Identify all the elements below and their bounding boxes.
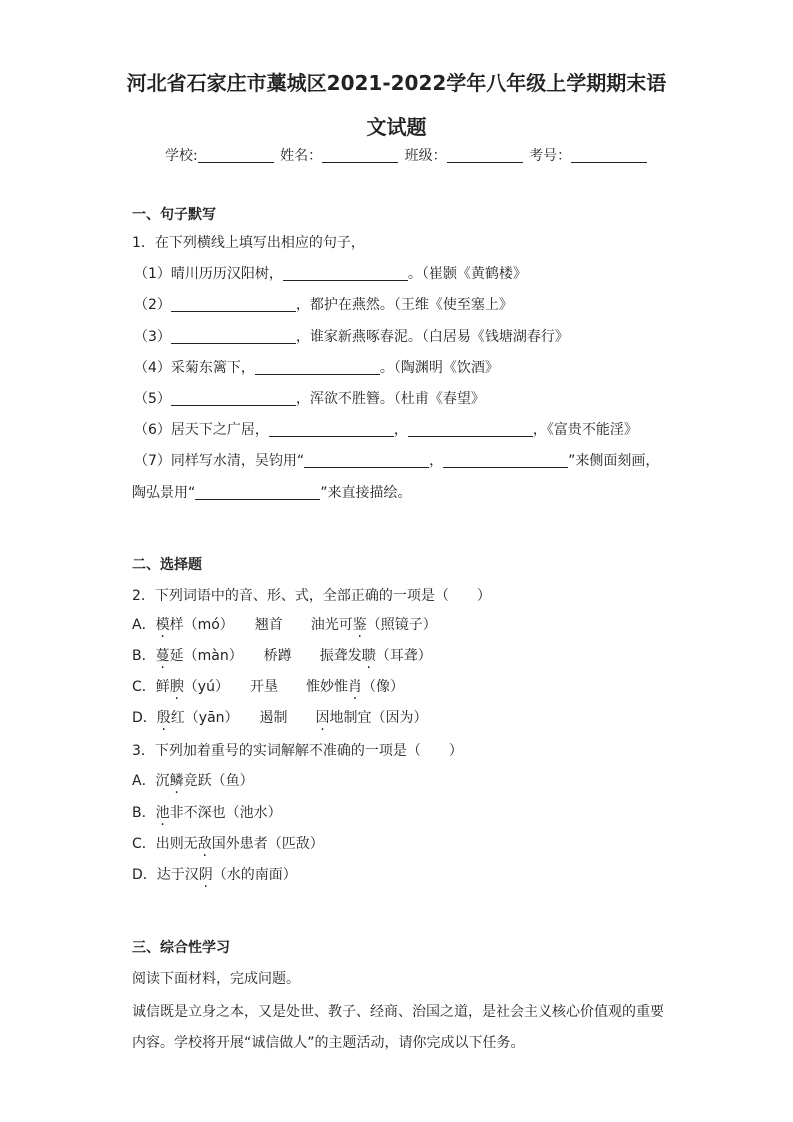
exam-title-line1: 河北省石家庄市藁城区2021-2022学年八年级上学期期末语 bbox=[126, 71, 667, 95]
answer-blank[interactable] bbox=[408, 422, 533, 437]
answer-blank[interactable] bbox=[255, 360, 380, 375]
option-text: 非不深也（池水） bbox=[169, 805, 282, 821]
q2-option-b[interactable] bbox=[132, 646, 432, 666]
option-text: 竞跃（鱼） bbox=[183, 773, 254, 789]
q2-option-a[interactable] bbox=[132, 615, 437, 635]
section3-paragraph-line1: 诚信既是立身之本，又是处世、教子、经商、治国之道，是社会主义核心价值观的重要 bbox=[132, 1004, 664, 1020]
q2-option-c[interactable] bbox=[132, 677, 404, 697]
answer-blank[interactable] bbox=[171, 391, 296, 406]
q1-item-2-text: （2） bbox=[134, 297, 171, 313]
emphasis-char: 敌 bbox=[197, 836, 212, 852]
q1-item-2-source: ，都护在燕然。（王维《使至塞上》 bbox=[295, 297, 513, 313]
option-text: D．达于汉 bbox=[132, 867, 199, 883]
answer-blank[interactable] bbox=[171, 297, 296, 312]
section3-paragraph-line2: 内容。学校将开展“诚信做人”的主题活动，请你完成以下任务。 bbox=[132, 1035, 525, 1051]
q1-item-6-comma: ， bbox=[393, 422, 408, 438]
student-info-row bbox=[165, 145, 649, 165]
q1-item-5-text: （5） bbox=[134, 391, 171, 407]
q3-option-c[interactable] bbox=[132, 834, 324, 854]
q2-option-d[interactable] bbox=[132, 708, 428, 728]
q1-item-1-source: 。（崔颢《黄鹤楼》 bbox=[407, 266, 527, 282]
answer-blank[interactable] bbox=[304, 453, 429, 468]
option-text: 国外患者（匹敌） bbox=[211, 836, 324, 852]
option-text: （水的南面） bbox=[212, 867, 297, 883]
option-letter: A． bbox=[132, 617, 156, 633]
option-text: （照镜子） bbox=[366, 617, 437, 633]
q1-item-5-source: ，浑欲不胜簪。（杜甫《春望》 bbox=[295, 391, 485, 407]
class-label: 班级： bbox=[404, 148, 447, 164]
emphasis-char: 肖 bbox=[347, 679, 362, 695]
exam-number-blank[interactable] bbox=[571, 148, 647, 163]
q1-item-7-tail: ”来侧面刻画， bbox=[568, 453, 660, 469]
option-text: 延（màn） 桥蹲 振聋发 bbox=[169, 648, 362, 664]
q3-stem: 3．下列加着重号的实词解解不准确的一项是（ ） bbox=[132, 743, 463, 759]
q1-item-1-text: （1）晴川历历汉阳树， bbox=[134, 266, 283, 282]
q1-item-3-text: （3） bbox=[134, 329, 171, 345]
emphasis-char: 腴 bbox=[169, 679, 184, 695]
section2-heading: 二、选择题 bbox=[132, 557, 202, 573]
q1-item-6-source: ，《富贵不能淫》 bbox=[532, 422, 638, 438]
q1-item-7-cont-text: 陶弘景用“ bbox=[132, 485, 196, 501]
school-label: 学校: bbox=[165, 148, 198, 164]
q3-option-d[interactable] bbox=[132, 865, 297, 885]
option-text: （像） bbox=[361, 679, 404, 695]
q1-item-7-cont-tail: ”来直接描绘。 bbox=[320, 485, 412, 501]
emphasis-char: 鉴 bbox=[352, 617, 367, 633]
q1-item-7-text: （7）同样写水清，吴钧用“ bbox=[134, 453, 305, 469]
q1-item-3 bbox=[134, 327, 569, 347]
emphasis-char: 池 bbox=[155, 805, 170, 821]
option-letter: D． bbox=[132, 710, 157, 726]
q1-item-4-text: （4）采菊东篱下， bbox=[134, 360, 255, 376]
answer-blank[interactable] bbox=[195, 485, 320, 500]
option-text: （yú） 开垦 惟妙惟 bbox=[183, 679, 348, 695]
name-label: 姓名： bbox=[280, 148, 323, 164]
emphasis-char: 模 bbox=[155, 617, 170, 633]
option-text: B． bbox=[132, 805, 156, 821]
q1-item-4 bbox=[134, 358, 499, 378]
q1-item-1 bbox=[134, 264, 527, 284]
q1-item-6-text: （6）居天下之广居， bbox=[134, 422, 269, 438]
option-text: A．沉 bbox=[132, 773, 170, 789]
emphasis-char: 鳞 bbox=[169, 773, 184, 789]
q3-option-a[interactable] bbox=[132, 771, 254, 791]
q2-stem: 2．下列词语中的音、形、式，全部正确的一项是（ ） bbox=[132, 588, 491, 604]
option-text: 红（yān） 遏制 bbox=[170, 710, 316, 726]
option-text: （耳聋） bbox=[375, 648, 432, 664]
emphasis-char: 殷 bbox=[156, 710, 171, 726]
option-text: 地制宜（因为） bbox=[329, 710, 428, 726]
q1-item-7-comma: ， bbox=[429, 453, 444, 469]
class-blank[interactable] bbox=[447, 148, 523, 163]
section3-heading: 三、综合性学习 bbox=[132, 940, 230, 956]
answer-blank[interactable] bbox=[171, 329, 296, 344]
q1-item-6 bbox=[134, 420, 638, 440]
option-text: C．出则无 bbox=[132, 836, 198, 852]
q1-item-2 bbox=[134, 295, 513, 315]
emphasis-char: 阴 bbox=[198, 867, 213, 883]
emphasis-char: 蔓 bbox=[155, 648, 170, 664]
option-letter: B． bbox=[132, 648, 156, 664]
emphasis-char: 聩 bbox=[361, 648, 376, 664]
q3-option-b[interactable] bbox=[132, 803, 282, 823]
answer-blank[interactable] bbox=[283, 266, 408, 281]
exam-number-label: 考号： bbox=[529, 148, 572, 164]
answer-blank[interactable] bbox=[269, 422, 394, 437]
q1-item-4-source: 。（陶渊明《饮酒》 bbox=[379, 360, 499, 376]
exam-title-line2: 文试题 bbox=[366, 115, 427, 139]
q1-item-7-cont bbox=[132, 483, 412, 503]
section3-intro: 阅读下面材料，完成问题。 bbox=[132, 971, 300, 987]
q1-item-5 bbox=[134, 389, 485, 409]
answer-blank[interactable] bbox=[443, 453, 568, 468]
school-blank[interactable] bbox=[198, 148, 274, 163]
emphasis-char: 因 bbox=[315, 710, 330, 726]
option-letter: C．鲜 bbox=[132, 679, 170, 695]
name-blank[interactable] bbox=[322, 148, 398, 163]
q1-item-3-source: ，谁家新燕啄春泥。（白居易《钱塘湖春行》 bbox=[295, 329, 569, 345]
q1-stem: 1．在下列横线上填写出相应的句子， bbox=[132, 235, 365, 251]
section1-heading: 一、句子默写 bbox=[132, 207, 216, 223]
option-text: 样（mó） 翘首 油光可 bbox=[169, 617, 353, 633]
q1-item-7 bbox=[134, 451, 659, 471]
